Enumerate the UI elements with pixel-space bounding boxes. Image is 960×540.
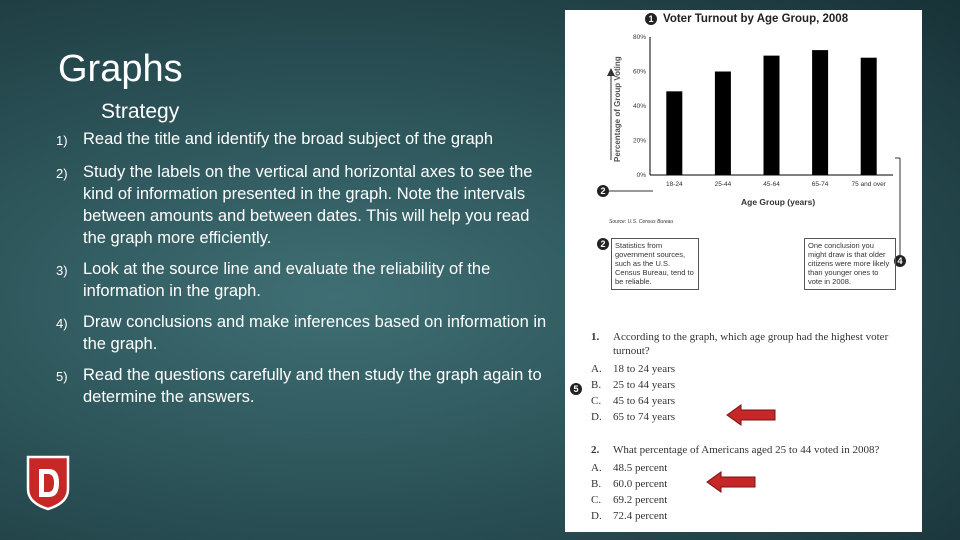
x-axis-label: Age Group (years) <box>741 197 816 207</box>
graph-panel <box>565 10 922 532</box>
axis-badge: 2 <box>597 185 609 197</box>
conclusion-badge: 4 <box>894 255 906 267</box>
step-number: 5) <box>56 369 68 384</box>
answer-option[interactable]: C. 69.2 percent <box>591 494 668 506</box>
conclusion-note: One conclusion you might draw is that older citizens were more likely than younger ones to vote in 2008. <box>804 238 896 290</box>
answer-option[interactable]: D. 72.4 percent <box>591 510 668 522</box>
answer-option[interactable]: B. 25 to 44 years <box>591 379 676 391</box>
step-text: Draw conclusions and make inferences based on information in the graph. <box>83 313 547 353</box>
x-tick-label: 45-64 <box>763 181 780 188</box>
questions-badge: 5 <box>570 383 582 395</box>
y-tick-label: 60% <box>632 68 646 76</box>
step-text: Read the questions carefully and then study the graph again to determine the answers. <box>83 366 542 406</box>
slide-title: Graphs <box>58 48 183 90</box>
y-tick-label: 20% <box>632 137 646 145</box>
answer-option[interactable]: A. 18 to 24 years <box>591 363 676 375</box>
step-number: 4) <box>56 316 68 331</box>
x-tick-label: 18-24 <box>665 181 683 188</box>
x-tick-label: 75 and over <box>851 181 886 188</box>
strategy-step <box>56 128 556 152</box>
strategy-step <box>56 258 556 302</box>
bar-18-24 <box>666 91 682 175</box>
source-badge: 2 <box>597 238 609 250</box>
step-number: 3) <box>56 263 68 278</box>
bar-65-74 <box>812 50 828 175</box>
chart-source: Source: U.S. Census Bureau <box>609 219 674 225</box>
step-text: Look at the source line and evaluate the reliability of the information in the graph. <box>83 260 491 300</box>
bar-75 and over <box>861 58 877 175</box>
strategy-steps <box>56 128 556 417</box>
step-number: 2) <box>56 166 68 181</box>
question-number: 2. <box>591 444 600 456</box>
strategy-step <box>56 161 556 249</box>
answer-option[interactable]: B. 60.0 percent <box>591 478 668 490</box>
title-badge: 1 <box>645 13 657 25</box>
school-logo-icon <box>24 455 72 511</box>
slide-subtitle: Strategy <box>101 100 180 123</box>
y-tick-label: 0% <box>636 172 646 179</box>
y-axis-label: Percentage of Group Voting <box>613 56 622 162</box>
step-text: Study the labels on the vertical and horizontal axes to see the kind of information presented in the graph. Note the intervals between amounts and between dates. This will help you read the graph more efficiently. <box>83 163 533 247</box>
strategy-step <box>56 364 556 408</box>
x-tick-label: 25-44 <box>714 181 732 188</box>
answer-arrow-icon <box>725 403 777 427</box>
x-tick-label: 65-74 <box>811 181 829 188</box>
question-text: What percentage of Americans aged 25 to 44 voted in 2008? <box>613 444 880 456</box>
y-tick-label: 80% <box>632 34 646 41</box>
y-tick-label: 40% <box>632 103 646 110</box>
step-text: Read the title and identify the broad subject of the graph <box>83 130 494 148</box>
answer-option[interactable]: C. 45 to 64 years <box>591 395 676 407</box>
question-text: According to the graph, which age group had the highest voter turnout? <box>613 331 889 357</box>
bar-45-64 <box>764 56 780 175</box>
step-number: 1) <box>56 133 68 148</box>
answer-arrow-icon <box>705 470 757 494</box>
chart-title: Voter Turnout by Age Group, 2008 <box>663 13 849 25</box>
answer-option[interactable]: D. 65 to 74 years <box>591 411 676 423</box>
bar-25-44 <box>715 72 731 176</box>
strategy-step <box>56 311 556 355</box>
answer-option[interactable]: A. 48.5 percent <box>591 462 668 474</box>
question-number: 1. <box>591 331 600 343</box>
source-note: Statistics from government sources, such as the U.S. Census Bureau, tend to be reliable. <box>611 238 699 290</box>
